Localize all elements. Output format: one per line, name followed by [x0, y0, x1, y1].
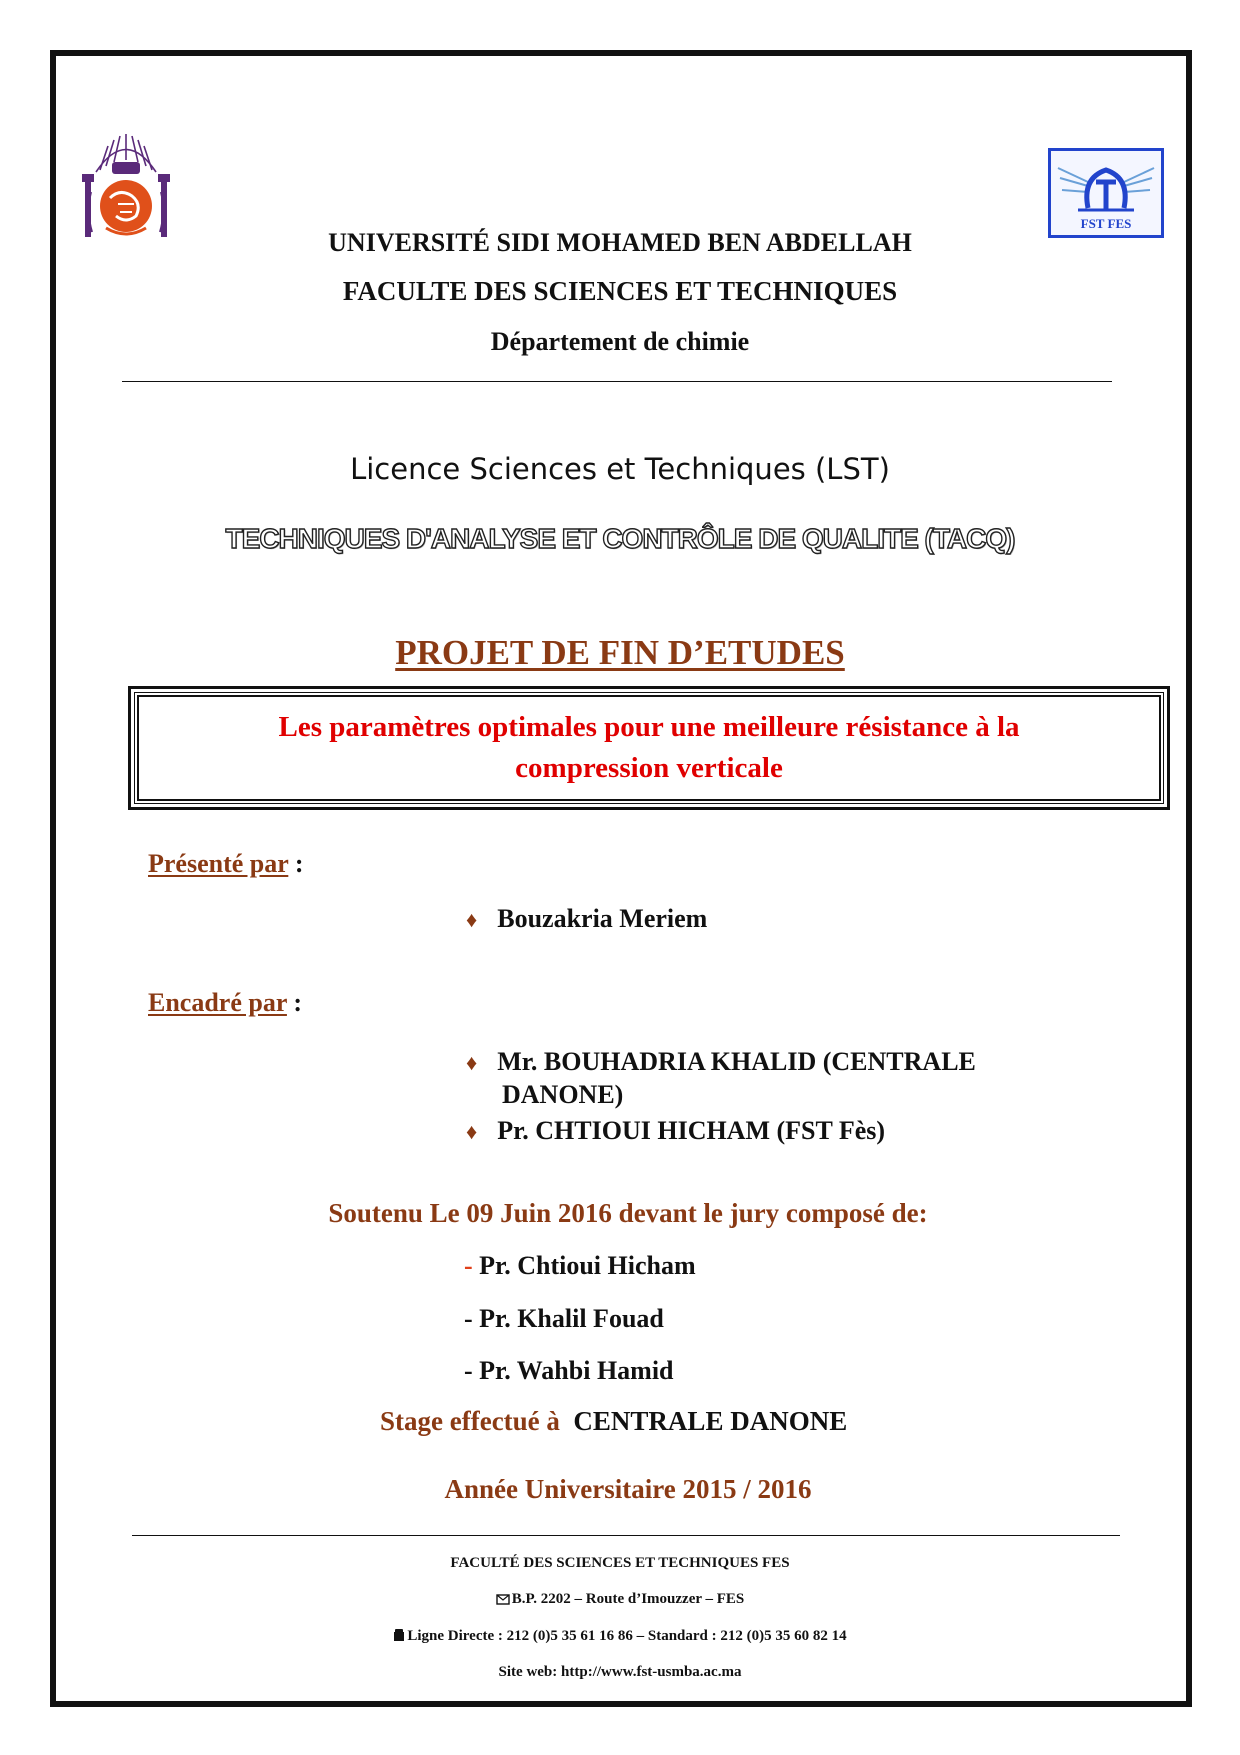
supervised-by-label: Encadré par :: [148, 988, 303, 1017]
author-item: [466, 904, 707, 934]
supervisor-1-line-1: Mr. BOUHADRIA KHALID (CENTRALE: [497, 1047, 976, 1076]
author-name: Bouzakria Meriem: [497, 904, 708, 933]
footer-website: Site web: http://www.fst-usmba.ac.ma: [498, 1664, 742, 1680]
jury-member-3: - Pr. Wahbi Hamid: [464, 1356, 674, 1385]
diamond-bullet-icon: ♦: [466, 1050, 478, 1075]
fst-fes-logo-text: FST FES: [1080, 216, 1132, 231]
fst-fes-logo: [1048, 148, 1164, 238]
supervisor-item-1: [466, 1046, 976, 1111]
supervisor-1-line-2: DANONE): [502, 1080, 624, 1109]
project-heading: PROJET DE FIN D’ETUDES: [395, 633, 845, 672]
internship-line: [380, 1406, 847, 1437]
footer-faculty: FACULTÉ DES SCIENCES ET TECHNIQUES FES: [450, 1555, 790, 1571]
header-divider: [122, 381, 1112, 382]
thesis-title-box: [128, 686, 1170, 810]
specialty-title: TECHNIQUES D'ANALYSE ET CONTRÔLE DE QUALITE (TACQ): [225, 523, 1015, 554]
internship-company: CENTRALE DANONE: [573, 1406, 848, 1436]
licence-title: Licence Sciences et Techniques (LST): [350, 452, 890, 486]
faculty-name: FACULTE DES SCIENCES ET TECHNIQUES: [342, 276, 898, 306]
defense-text: Soutenu Le 09 Juin 2016 devant le jury composé de:: [328, 1198, 928, 1228]
thesis-title: [199, 707, 1099, 789]
supervisor-item-2: [466, 1116, 885, 1146]
department-name: Département de chimie: [490, 327, 750, 356]
diamond-bullet-icon: ♦: [466, 1119, 478, 1144]
internship-label: Stage effectué à: [380, 1406, 560, 1436]
footer-phone: Ligne Directe : 212 (0)5 35 61 16 86 – Standard : 212 (0)5 35 60 82 14: [0, 1628, 1240, 1645]
supervisor-2: Pr. CHTIOUI HICHAM (FST Fès): [497, 1116, 886, 1145]
jury-member-2: - Pr. Khalil Fouad: [464, 1304, 664, 1333]
thesis-title-line-2: compression verticale: [515, 752, 783, 784]
university-name: UNIVERSITÉ SIDI MOHAMED BEN ABDELLAH: [328, 228, 912, 257]
jury-member-1: - Pr. Chtioui Hicham: [464, 1251, 696, 1280]
diamond-bullet-icon: ♦: [466, 907, 478, 932]
mailbox-icon: [496, 1593, 510, 1605]
presented-by-label: Présenté par :: [148, 849, 304, 878]
thesis-title-line-1: Les paramètres optimales pour une meilleure résistance à la: [278, 711, 1020, 743]
footer-address: B.P. 2202 – Route d’Imouzzer – FES: [0, 1591, 1240, 1608]
phone-icon: [393, 1629, 405, 1642]
academic-year: Année Universitaire 2015 / 2016: [444, 1474, 812, 1504]
footer-divider: [132, 1535, 1120, 1536]
